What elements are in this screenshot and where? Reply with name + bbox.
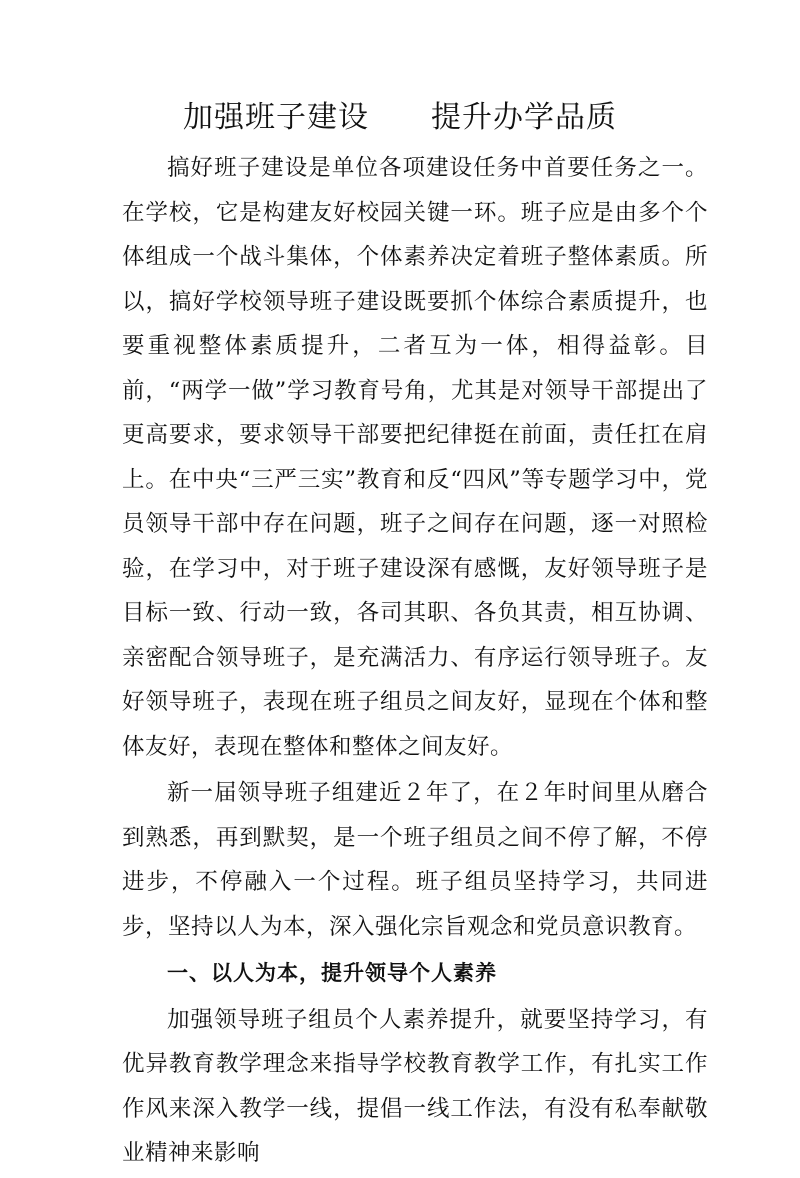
- paragraph-3: 加强领导班子组员个人素养提升，就要坚持学习，有优异教育教学理念来指导学校教育教学工作，有扎实工作作风来深入教学一线，提倡一线工作法，有没有私奉献敬业精神来影响: [122, 1006, 708, 1166]
- section-heading-1: 一、以人为本，提升领导个人素养: [167, 961, 497, 985]
- document-body: [122, 146, 708, 1178]
- paragraph-2: 新一届领导班子组建近２年了，在２年时间里从磨合到熟悉，再到默契，是一个班子组员之间不停了解，不停进步，不停融入一个过程。班子组员坚持学习，共同进步，坚持以人为本，深入强化宗旨观念和党员意识教育。: [122, 780, 708, 940]
- paragraph-1: 搞好班子建设是单位各项建设任务中首要任务之一。在学校，它是构建友好校园关键一环。班子应是由多个个体组成一个战斗集体，个体素养决定着班子整体素质。所以，搞好学校领导班子建设既要抓个体综合素质提升，也要重视整体素质提升，二者互为一体，相得益彰。目前，“两学一做”学习教育号角，尤其是对领导干部提出了更高要求，要求领导干部要把纪律挺在前面，责任扛在肩上。在中央“三严三实”教育和反“四风”等专题学习中，党员领导干部中存在问题，班子之间存在问题，逐一对照检验，在学习中，对于班子建设深有感慨，友好领导班子是目标一致、行动一致，各司其职、各负其责，相互协调、亲密配合领导班子，是充满活力、有序运行领导班子。友好领导班子，表现在班子组员之间友好，显现在个体和整体友好，表现在整体和整体之间友好。: [122, 155, 708, 760]
- document-title: 加强班子建设 提升办学品质: [183, 100, 617, 135]
